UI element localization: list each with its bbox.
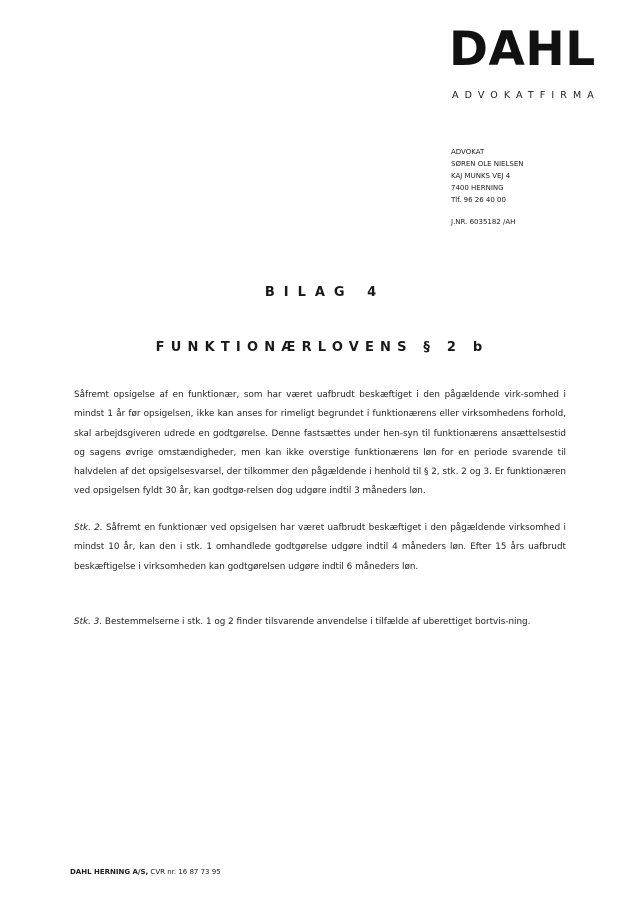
paragraph-text: Såfremt opsigelse af en funktionær, som har været uafbrudt beskæftiget i den pågældende virk-somhed i mindst 1 år før opsigelsen, ikke kan anses for rimeligt begrundet i funktionærens eller virksomhedens forhold, skal arbejdsgiveren udrede en godtgørelse. Denne fastsættes under hen-syn til funktionærens ansættelsestid og sagens øvrige omstændigheder, men kan ikke overstige funktionærens løn for en periode svarende til halvdelen af det opsigelsesvarsel, der tilkommer den pågældende i henhold til § 2, stk. 2 og 3. Er funktionæren ved opsigelsen fyldt 30 år, kan godtgø-relsen dog udgøre indtil 3 måneders løn. <box>74 390 566 497</box>
address-line: ADVOKAT <box>451 148 485 156</box>
footer-company: DAHL HERNING A/S, <box>70 868 149 876</box>
paragraph-1 <box>74 386 566 502</box>
footer-cvr: CVR nr. 16 87 73 95 <box>148 868 221 876</box>
logo-wordmark: DAHL <box>449 22 596 77</box>
address-line: SØREN OLE NIELSEN <box>451 160 524 168</box>
reference-number: J.NR. 6035182 /AH <box>451 218 516 226</box>
logo-subtitle: ADVOKATFIRMA <box>452 90 600 101</box>
paragraph-stk-2 <box>74 519 566 577</box>
paragraph-text: Bestemmelserne i stk. 1 og 2 finder tilsvarende anvendelse i tilfælde af uberettiget bortvis-ning. <box>102 617 531 627</box>
page-footer <box>70 868 221 876</box>
sender-address <box>451 146 524 206</box>
paragraph-prefix: Stk. 2. <box>74 523 103 533</box>
address-line: Tlf. 96 26 40 00 <box>451 196 506 204</box>
paragraph-stk-3 <box>74 613 566 632</box>
document-heading: FUNKTIONÆRLOVENS § 2 b <box>155 340 489 355</box>
address-line: KAJ MUNKS VEJ 4 <box>451 172 511 180</box>
address-line: 7400 HERNING <box>451 184 504 192</box>
document-title: BILAG 4 <box>264 285 386 300</box>
paragraph-text: Såfremt en funktionær ved opsigelsen har været uafbrudt beskæftiget i den pågældende virksomhed i mindst 10 år, kan den i stk. 1 omhandlede godtgørelse udgøre indtil 4 måneders løn. Efter 15 års uafbrudt beskæftigelse i virksomheden kan godtgørelsen udgøre indtil 6 måneders løn. <box>74 523 566 572</box>
company-logo <box>449 24 607 76</box>
paragraph-prefix: Stk. 3. <box>74 617 103 627</box>
